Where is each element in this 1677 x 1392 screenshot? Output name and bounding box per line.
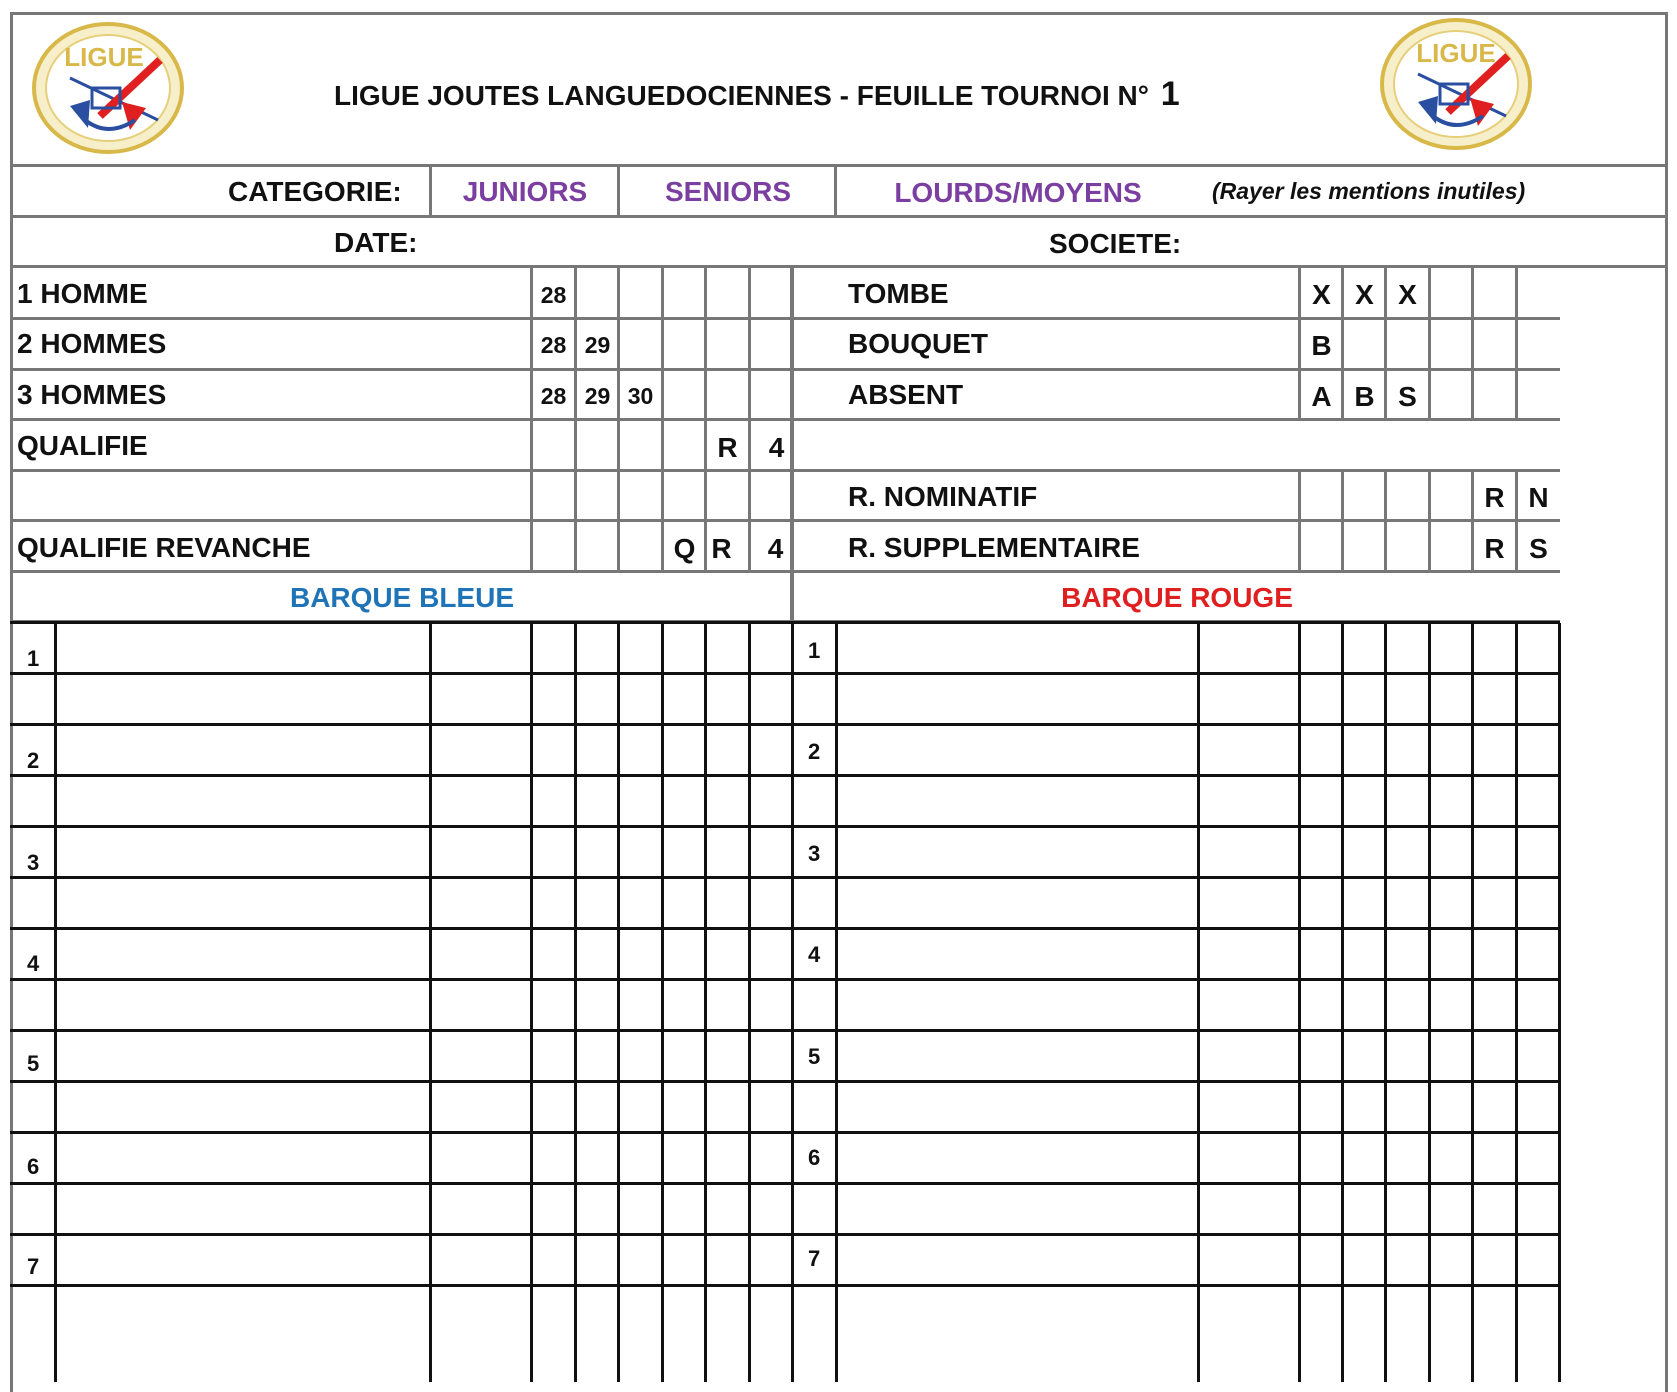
legend-cell: R (1484, 533, 1505, 564)
legend-cell: S (1529, 533, 1548, 564)
tournament-number: 1 (1160, 75, 1180, 113)
blue-row-number: 6 (27, 1154, 40, 1179)
red-row-number: 4 (808, 942, 821, 967)
legend-cell: R (717, 432, 738, 463)
legend-cell: B (1354, 381, 1375, 412)
blue-row-number: 4 (27, 951, 40, 976)
legend-label-2-hommes: 2 HOMMES (17, 328, 167, 359)
legend-label-r-nominatif: R. NOMINATIF (848, 481, 1038, 512)
blue-row-number: 1 (27, 646, 40, 671)
category-label: CATEGORIE: (228, 176, 402, 207)
legend-cell: R (711, 533, 732, 564)
logo-left (30, 20, 190, 160)
team-blue-label: BARQUE BLEUE (289, 582, 514, 613)
legend-cell: 28 (540, 282, 567, 308)
legend-label-r-supplementaire: R. SUPPLEMENTAIRE (848, 532, 1140, 563)
logo-text: LIGUE (64, 42, 144, 72)
sheet-border (10, 12, 1668, 1392)
legend-cell: N (1528, 482, 1549, 513)
societe-label: SOCIETE: (1049, 228, 1182, 259)
category-option-lourds-moyens: LOURDS/MOYENS (894, 177, 1142, 208)
legend-cell: R (1484, 482, 1505, 513)
legend-label-3-hommes: 3 HOMMES (17, 379, 167, 410)
legend-label-bouquet: BOUQUET (848, 328, 988, 359)
legend-label-tombe: TOMBE (848, 278, 949, 309)
legend-cell: S (1398, 381, 1417, 412)
legend-cell: 29 (584, 383, 611, 409)
red-row-number: 7 (808, 1246, 821, 1271)
legend-cell: 30 (627, 383, 654, 409)
logo-text: LIGUE (1416, 38, 1496, 68)
legend-label-qualifie-revanche: QUALIFIE REVANCHE (17, 532, 311, 563)
blue-row-number: 7 (27, 1254, 40, 1279)
date-label: DATE: (334, 227, 418, 258)
red-row-number: 1 (808, 638, 821, 663)
page-title (334, 77, 1180, 111)
team-red-label: BARQUE ROUGE (1061, 582, 1293, 613)
blue-row-number: 2 (27, 748, 40, 773)
category-option-juniors: JUNIORS (462, 176, 588, 207)
legend-cell: 4 (768, 432, 785, 463)
red-row-number: 3 (808, 841, 821, 866)
legend-cell: 4 (767, 533, 784, 564)
blue-row-number: 5 (27, 1051, 40, 1076)
legend-cell: Q (673, 533, 696, 564)
legend-cell: B (1311, 330, 1332, 361)
title-text: LIGUE JOUTES LANGUEDOCIENNES - FEUILLE TOURNOI N° (334, 80, 1149, 111)
legend-cell: X (1398, 279, 1417, 310)
legend-label-qualifie: QUALIFIE (17, 430, 148, 461)
legend-label-1-homme: 1 HOMME (17, 278, 148, 309)
logo-right (1378, 16, 1538, 156)
legend-cell: X (1312, 279, 1331, 310)
legend-label-absent: ABSENT (848, 379, 964, 410)
red-row-number: 6 (808, 1145, 821, 1170)
red-row-number: 2 (808, 739, 821, 764)
blue-row-number: 3 (27, 850, 40, 875)
red-row-number: 5 (808, 1044, 821, 1069)
category-note: (Rayer les mentions inutiles) (1212, 178, 1526, 204)
legend-cell: A (1311, 381, 1332, 412)
category-option-seniors: SENIORS (664, 176, 792, 207)
legend-cell: X (1355, 279, 1374, 310)
legend-cell: 28 (540, 332, 567, 358)
legend-cell: 29 (584, 332, 611, 358)
legend-cell: 28 (540, 383, 567, 409)
